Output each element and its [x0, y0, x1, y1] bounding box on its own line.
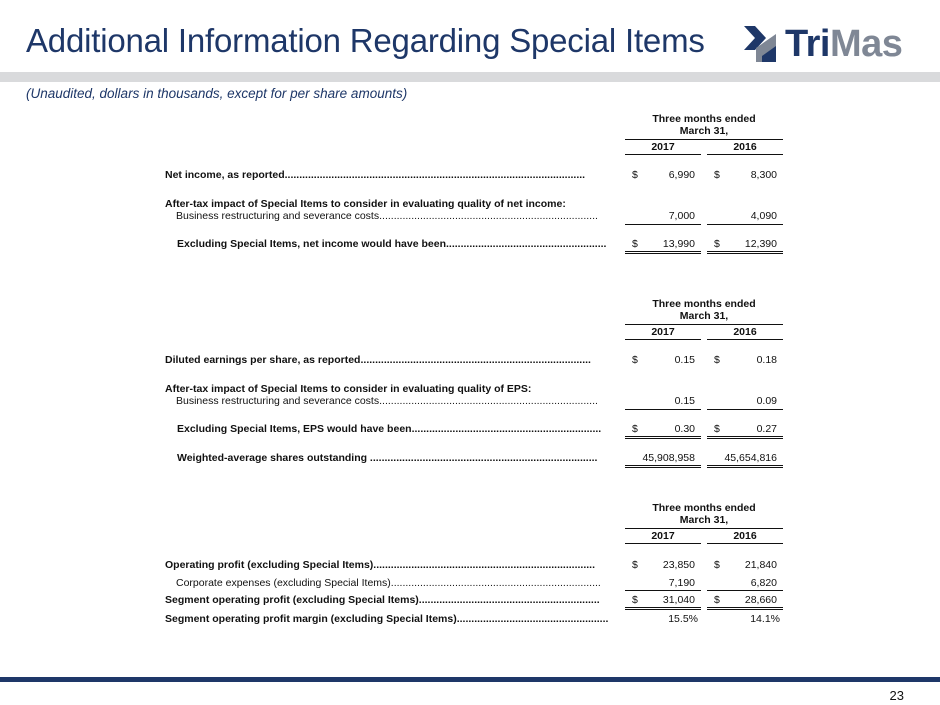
value-2017: 13,990 [662, 238, 695, 250]
header-line-1: Three months ended [652, 502, 756, 514]
leader-dots: ............................................................................... [360, 354, 591, 366]
leader-dots: ....................................................... [446, 238, 607, 250]
value-2016: 45,654,816 [724, 452, 777, 464]
row-label: After-tax impact of Special Items to consider in evaluating quality of net income: [165, 198, 566, 210]
currency-symbol: $ [714, 238, 720, 250]
currency-symbol: $ [632, 169, 638, 181]
row-label: Weighted-average shares outstanding [177, 452, 368, 464]
value-2017: 0.15 [674, 395, 695, 407]
trimas-logo [744, 24, 902, 64]
table-row [0, 612, 940, 626]
row-label: After-tax impact of Special Items to consider in evaluating quality of EPS: [165, 383, 532, 395]
leader-dots: ................................................................. [411, 423, 602, 435]
leader-dots: .............................................................................. [367, 452, 598, 464]
value-2016: 14.1% [750, 613, 780, 625]
subtotal-rule [707, 224, 783, 225]
year-2016-header: 2016 [733, 530, 757, 542]
header-line-2: March 31, [679, 514, 729, 526]
currency-symbol: $ [714, 423, 720, 435]
year-rule [625, 339, 701, 340]
leader-dots: .............................................................. [418, 594, 600, 606]
row-label: Operating profit (excluding Special Items) [165, 559, 374, 571]
currency-symbol: $ [714, 594, 720, 606]
row-label: Net income, as reported [165, 169, 285, 181]
subtotal-rule [625, 590, 701, 591]
header-line-2: March 31, [679, 310, 729, 322]
row-label: Excluding Special Items, net income would have been [177, 238, 446, 250]
row-label: Excluding Special Items, EPS would have been [177, 423, 412, 435]
row-label: Segment operating profit (excluding Special Items) [165, 594, 419, 606]
logo-wordmark-mas: Mas [829, 23, 903, 65]
value-2017: 7,190 [668, 577, 695, 589]
table-row [0, 593, 940, 607]
row-label: Segment operating profit margin (excluding Special Items) [165, 613, 457, 625]
row-label: Business restructuring and severance costs [176, 395, 380, 407]
subtotal-rule [707, 409, 783, 410]
table-row [0, 353, 940, 367]
header-divider-bar [0, 72, 940, 82]
value-2017: 45,908,958 [642, 452, 695, 464]
subtotal-rule [707, 590, 783, 591]
table-row [0, 237, 940, 251]
year-rule [707, 154, 783, 155]
value-2017: 0.15 [674, 354, 695, 366]
table-row [0, 209, 940, 223]
logo-wordmark [785, 25, 902, 63]
table-header-period [625, 298, 783, 322]
total-double-rule [707, 436, 783, 439]
header-rule [625, 139, 783, 140]
year-2017-header: 2017 [651, 326, 675, 338]
table-row [0, 558, 940, 572]
table-row [0, 451, 940, 465]
row-label: Corporate expenses (excluding Special Items) [176, 577, 391, 589]
year-2016-header: 2016 [733, 326, 757, 338]
total-double-rule [707, 251, 783, 254]
logo-wordmark-tri: Tri [785, 23, 830, 65]
currency-symbol: $ [632, 559, 638, 571]
header-rule [625, 324, 783, 325]
leader-dots: ........................................................................ [390, 577, 601, 589]
table-header-period [625, 502, 783, 526]
subtotal-rule [625, 224, 701, 225]
leader-dots: ........................................................................... [379, 395, 598, 407]
year-2016-header: 2016 [733, 141, 757, 153]
leader-dots: ........................................................................... [379, 210, 598, 222]
year-2017-header: 2017 [651, 530, 675, 542]
year-rule [707, 543, 783, 544]
trimas-logo-mark-icon [744, 26, 776, 62]
table-header-period [625, 113, 783, 137]
value-2016: 6,820 [750, 577, 777, 589]
row-label: Diluted earnings per share, as reported [165, 354, 361, 366]
year-rule [625, 543, 701, 544]
value-2016: 21,840 [744, 559, 777, 571]
subtitle-note: (Unaudited, dollars in thousands, except for per share amounts) [26, 86, 408, 101]
value-2016: 28,660 [744, 594, 777, 606]
table-row [0, 422, 940, 436]
table-row [0, 168, 940, 182]
header-rule [625, 528, 783, 529]
value-2017: 15.5% [668, 613, 698, 625]
value-2016: 0.18 [756, 354, 777, 366]
currency-symbol: $ [714, 169, 720, 181]
page-number: 23 [889, 688, 904, 703]
value-2017: 0.30 [674, 423, 695, 435]
year-rule [625, 154, 701, 155]
header-line-1: Three months ended [652, 298, 756, 310]
year-rule [707, 339, 783, 340]
value-2016: 0.27 [756, 423, 777, 435]
value-2016: 12,390 [744, 238, 777, 250]
currency-symbol: $ [632, 238, 638, 250]
slide-header [0, 0, 940, 72]
leader-dots: .................................................... [456, 613, 609, 625]
currency-symbol: $ [714, 559, 720, 571]
leader-dots: ............................................................................ [373, 559, 596, 571]
currency-symbol: $ [632, 423, 638, 435]
row-label: Business restructuring and severance costs [176, 210, 380, 222]
table-row [0, 394, 940, 408]
leader-dots: ....................................................................................................... [284, 169, 586, 181]
currency-symbol: $ [632, 354, 638, 366]
header-line-2: March 31, [679, 125, 729, 137]
header-line-1: Three months ended [652, 113, 756, 125]
total-double-rule [625, 436, 701, 439]
total-double-rule [707, 465, 783, 468]
page-title: Additional Information Regarding Special Items [26, 22, 705, 59]
value-2017: 6,990 [668, 169, 695, 181]
subtotal-rule [625, 409, 701, 410]
value-2016: 0.09 [756, 395, 777, 407]
value-2017: 7,000 [668, 210, 695, 222]
value-2017: 31,040 [662, 594, 695, 606]
currency-symbol: $ [714, 354, 720, 366]
total-double-rule [625, 607, 701, 610]
currency-symbol: $ [632, 594, 638, 606]
footer-bar [0, 677, 940, 682]
table-row [0, 576, 940, 590]
value-2016: 8,300 [750, 169, 777, 181]
value-2016: 4,090 [750, 210, 777, 222]
value-2017: 23,850 [662, 559, 695, 571]
total-double-rule [625, 465, 701, 468]
total-double-rule [707, 607, 783, 610]
total-double-rule [625, 251, 701, 254]
year-2017-header: 2017 [651, 141, 675, 153]
